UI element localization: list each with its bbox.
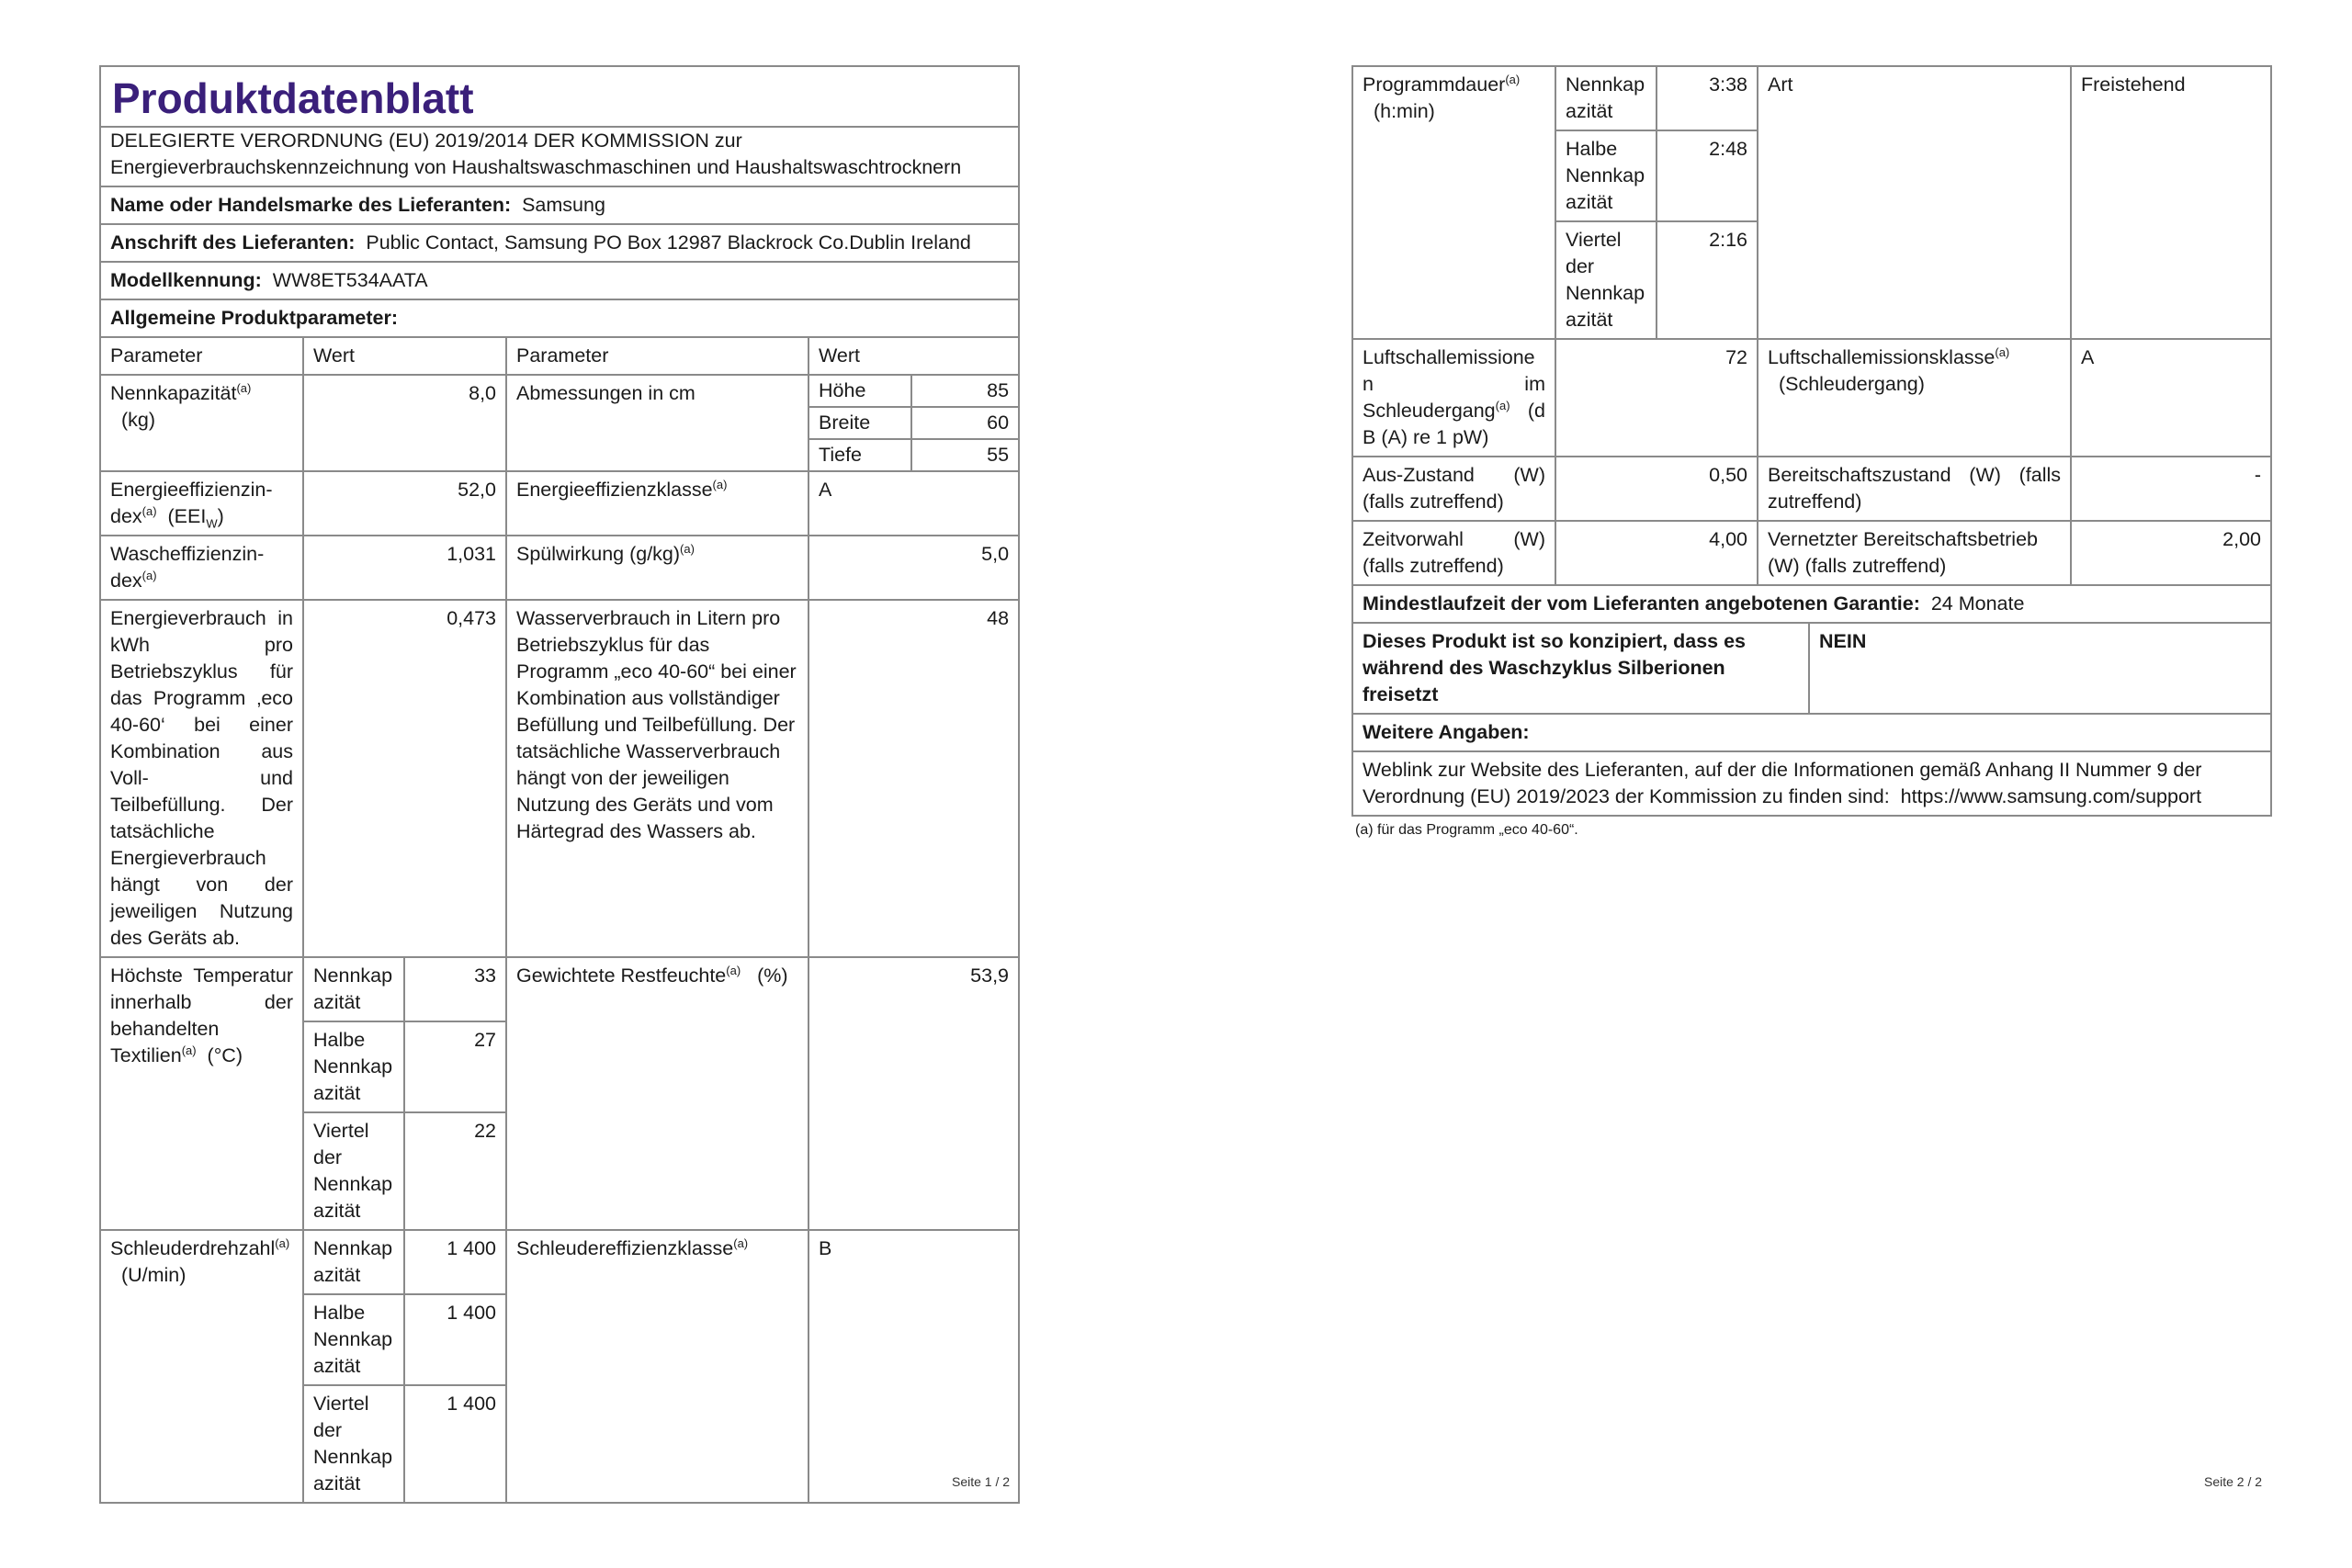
page-1 <box>99 65 1020 1504</box>
duration-full-value: 3:38 <box>1657 66 1758 130</box>
noise-class-label: Luftschallemissionsklasse$^{(a)}$ (Schleudergang) <box>1758 339 2071 457</box>
regulation-text: DELEGIERTE VERORDNUNG (EU) 2019/2014 DER KOMMISSION zur Energieverbrauchskennzeichnung von Haushaltswaschmaschinen und Haushaltswaschtrocknern <box>100 127 1019 186</box>
silver-ions-row <box>1352 623 2271 714</box>
supplier-name-label: Name oder Handelsmarke des Lieferanten: <box>110 194 512 216</box>
supplier-name-value: Samsung <box>522 194 605 216</box>
dim-width-value: 60 <box>911 407 1019 439</box>
standby-value: - <box>2071 457 2271 521</box>
warranty-row <box>1352 585 2271 623</box>
dim-height-value: 85 <box>911 375 1019 407</box>
supplier-address-value: Public Contact, Samsung PO Box 12987 Blackrock Co.Dublin Ireland <box>366 231 971 254</box>
spin-speed-label: Schleuderdrehzahl$^{(a)}$ (U/min) <box>100 1230 303 1503</box>
weblink-text: Weblink zur Website des Lieferanten, auf der die Informationen gemäß Anhang II Nummer 9 der Verordnung (EU) 2019/2023 der Kommission zu finden sind: <box>1363 759 2202 807</box>
warranty-label: Mindestlaufzeit der vom Lieferanten angebotenen Garantie: <box>1363 592 1920 615</box>
noise-label: Luftschallemissionen im Schleudergang$^{(a)}$ (dB (A) re 1 pW) <box>1352 339 1555 457</box>
dim-height-label: Höhe <box>808 375 911 407</box>
warranty-value: 24 Monate <box>1930 592 2025 615</box>
silver-ions-inner <box>1353 624 2270 713</box>
spin-half-value: 1 400 <box>404 1294 506 1385</box>
temp-cap-full-label: Nennkapazität <box>303 957 404 1021</box>
water-consumption-value: 48 <box>808 600 1019 957</box>
spin-cap-half-label: Halbe Nennkapazität <box>303 1294 404 1385</box>
dim-depth-label: Tiefe <box>808 439 911 471</box>
standby-label: Bereitschaftszustand (W) (falls zutreffend) <box>1758 457 2071 521</box>
dim-width-label: Breite <box>808 407 911 439</box>
off-mode-value: 0,50 <box>1555 457 1758 521</box>
duration-quarter-value: 2:16 <box>1657 221 1758 339</box>
duration-cap-quarter-label: Viertel der Nennkapazität <box>1555 221 1657 339</box>
col-header-param-2: Parameter <box>506 337 808 375</box>
eei-value: 52,0 <box>303 471 506 536</box>
duration-label: Programmdauer$^{(a)}$ (h:min) <box>1352 66 1555 339</box>
energy-class-label: Energieeffizienzklasse$^{(a)}$ <box>506 471 808 536</box>
delay-start-label: Zeitvorwahl (W) (falls zutreffend) <box>1352 521 1555 585</box>
moisture-value: 53,9 <box>808 957 1019 1230</box>
spin-class-label: Schleudereffizienzklasse$^{(a)}$ <box>506 1230 808 1503</box>
weblink-url[interactable]: https://www.samsung.com/support <box>1900 785 2202 807</box>
max-temp-label: Höchste Temperatur innerhalb der behandelten Textilien$^{(a)}$ (°C) <box>100 957 303 1230</box>
supplier-address-row <box>100 224 1019 262</box>
product-datasheet-table <box>99 65 1020 1504</box>
rinse-label: Spülwirkung $(g/kg)^{(a)}$ <box>506 536 808 600</box>
product-datasheet-table-2 <box>1351 65 2272 817</box>
spin-quarter-value: 1 400 <box>404 1385 506 1503</box>
page-number-1: Seite 1 / 2 <box>952 1474 1011 1489</box>
spin-class-value: B <box>808 1230 1019 1503</box>
type-value: Freistehend <box>2071 66 2271 339</box>
rated-capacity-label: Nennkapazität$^{(a)}$ (kg) <box>100 375 303 471</box>
delay-start-value: 4,00 <box>1555 521 1758 585</box>
noise-value: 72 <box>1555 339 1758 457</box>
spin-cap-full-label: Nennkapazität <box>303 1230 404 1294</box>
type-label: Art <box>1758 66 2071 339</box>
duration-cap-half-label: Halbe Nennkapazität <box>1555 130 1657 221</box>
supplier-name-row <box>100 186 1019 224</box>
duration-half-value: 2:48 <box>1657 130 1758 221</box>
silver-ions-label: Dieses Produkt ist so konzipiert, dass es während des Waschzyklus Silberionen freisetzt <box>1353 624 1809 713</box>
model-label: Modellkennung: <box>110 269 262 291</box>
footnote: (a) für das Programm „eco 40-60“. <box>1355 822 1578 838</box>
col-header-value-1: Wert <box>303 337 506 375</box>
off-mode-label: Aus-Zustand (W) (falls zutreffend) <box>1352 457 1555 521</box>
water-consumption-label: Wasserverbrauch in Litern pro Betriebszyklus für das Programm „eco 40-60“ bei einer Kombination aus vollständiger Befüllung und Teilbefüllung. Der tatsächliche Wasserverbrauch hängt von der jeweiligen Nutzung des Geräts und vom Härtegrad des Wassers ab. <box>506 600 808 957</box>
wash-efficiency-label: Wascheffizienzin- dex$^{(a)}$ <box>100 536 303 600</box>
dimensions-label: Abmessungen in cm <box>506 375 808 471</box>
moisture-label: Gewichtete Restfeuchte$^{(a)}$ (%) <box>506 957 808 1230</box>
dim-depth-value: 55 <box>911 439 1019 471</box>
temp-cap-quarter-label: Viertel der Nennkapazität <box>303 1112 404 1230</box>
page-number-2: Seite 2 / 2 <box>2204 1474 2263 1489</box>
temp-quarter-value: 22 <box>404 1112 506 1230</box>
noise-class-value: A <box>2071 339 2271 457</box>
header-row <box>100 337 1019 375</box>
rinse-value: 5,0 <box>808 536 1019 600</box>
further-info-label: Weitere Angaben: <box>1352 714 2271 751</box>
model-row <box>100 262 1019 299</box>
temp-cap-half-label: Halbe Nennkapazität <box>303 1021 404 1112</box>
eei-label: Energieeffizienzin- dex$^{(a)}$ $(EEI_W)$ <box>100 471 303 536</box>
page-2 <box>1351 65 2272 839</box>
rated-capacity-value: 8,0 <box>303 375 506 471</box>
energy-consumption-value: 0,473 <box>303 600 506 957</box>
spin-full-value: 1 400 <box>404 1230 506 1294</box>
general-params-label: Allgemeine Produktparameter: <box>100 299 1019 337</box>
page-title: Produktdatenblatt <box>100 66 1019 127</box>
weblink-row <box>1352 751 2271 816</box>
silver-ions-value: NEIN <box>1819 630 1867 652</box>
network-standby-value: 2,00 <box>2071 521 2271 585</box>
wash-efficiency-value: 1,031 <box>303 536 506 600</box>
supplier-address-label: Anschrift des Lieferanten: <box>110 231 356 254</box>
model-value: WW8ET534AATA <box>272 269 428 291</box>
duration-cap-full-label: Nennkapazität <box>1555 66 1657 130</box>
energy-class-value: A <box>808 471 1019 536</box>
temp-full-value: 33 <box>404 957 506 1021</box>
energy-consumption-label: Energieverbrauch in kWh pro Betriebszyklus für das Programm ‚eco 40-60‘ bei einer Kombination aus Voll- und Teilbefüllung. Der tatsächliche Energieverbrauch hängt von der jeweiligen Nutzung des Geräts ab. <box>100 600 303 957</box>
temp-half-value: 27 <box>404 1021 506 1112</box>
col-header-value-2: Wert <box>808 337 1019 375</box>
network-standby-label: Vernetzter Bereitschaftsbetrieb (W) (falls zutreffend) <box>1758 521 2071 585</box>
col-header-param-1: Parameter <box>100 337 303 375</box>
spin-cap-quarter-label: Viertel der Nennkapazität <box>303 1385 404 1503</box>
